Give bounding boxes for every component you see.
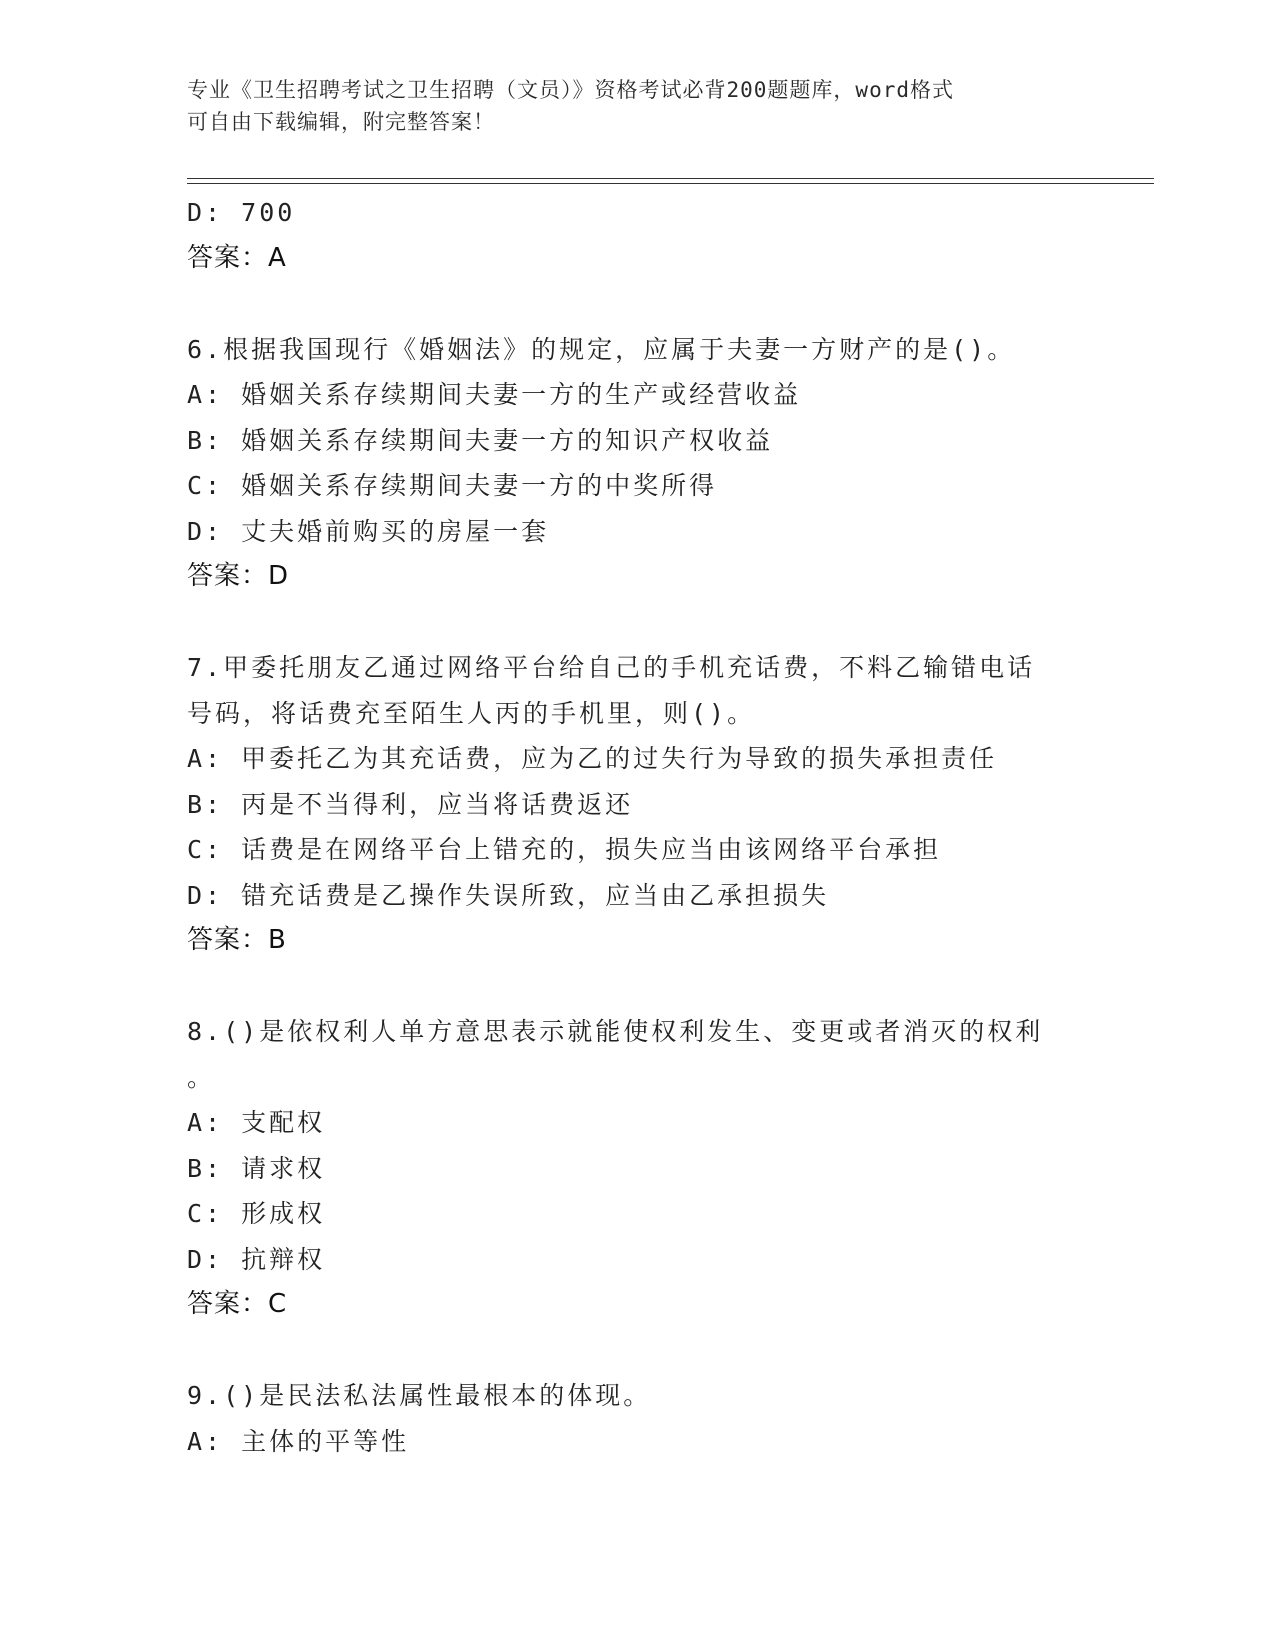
question-stem-line-2: 。 (187, 1062, 216, 1092)
option-a: A: 婚姻关系存续期间夫妻一方的生产或经营收益 (187, 380, 802, 409)
option-c: C: 婚姻关系存续期间夫妻一方的中奖所得 (187, 471, 718, 500)
option-d: D: 抗辩权 (187, 1244, 326, 1274)
question-6 (187, 327, 1127, 600)
option-a: A: 支配权 (187, 1108, 326, 1137)
question-9 (187, 1373, 1127, 1464)
answer-label: 答案：D (187, 561, 290, 591)
answer-label: 答案：A (187, 242, 287, 273)
option-d: D: 丈夫婚前购买的房屋一套 (187, 516, 550, 546)
question-stem-line-1: 8.()是依权利人单方意思表示就能使权利发生、变更或者消灭的权利 (187, 1017, 1044, 1046)
header-title-line-1: 专业《卫生招聘考试之卫生招聘（文员）》资格考试必背200题题库，word格式 (187, 78, 954, 102)
page-header (187, 74, 1087, 138)
option-c: C: 形成权 (187, 1199, 326, 1228)
question-7 (187, 645, 1127, 964)
answer-label: 答案：B (187, 925, 287, 955)
question-list (187, 190, 1127, 1464)
spacer (187, 1328, 1127, 1374)
spacer (187, 281, 1127, 327)
option-a: A: 主体的平等性 (187, 1426, 410, 1456)
header-divider-top (187, 178, 1154, 179)
question-stem-line-2: 号码，将话费充至陌生人丙的手机里，则()。 (187, 698, 756, 728)
question-stem: 6.根据我国现行《婚姻法》的规定，应属于夫妻一方财产的是()。 (187, 334, 1016, 364)
spacer (187, 964, 1127, 1010)
option-d: D: 700 (187, 198, 296, 227)
spacer (187, 600, 1127, 646)
answer-label: 答案：C (187, 1289, 288, 1319)
question-5 (187, 190, 1127, 281)
option-b: B: 丙是不当得利，应当将话费返还 (187, 789, 634, 819)
question-stem: 9.()是民法私法属性最根本的体现。 (187, 1381, 652, 1410)
option-d: D: 错充话费是乙操作失误所致，应当由乙承担损失 (187, 880, 830, 910)
header-divider-bottom (187, 183, 1154, 184)
question-8 (187, 1009, 1127, 1328)
option-c: C: 话费是在网络平台上错充的，损失应当由该网络平台承担 (187, 835, 942, 864)
question-stem-line-1: 7.甲委托朋友乙通过网络平台给自己的手机充话费，不料乙输错电话 (187, 653, 1036, 682)
option-a: A: 甲委托乙为其充话费，应为乙的过失行为导致的损失承担责任 (187, 744, 998, 773)
header-title-line-2: 可自由下载编辑，附完整答案！ (187, 110, 495, 134)
option-b: B: 请求权 (187, 1153, 326, 1183)
option-b: B: 婚姻关系存续期间夫妻一方的知识产权收益 (187, 425, 774, 455)
